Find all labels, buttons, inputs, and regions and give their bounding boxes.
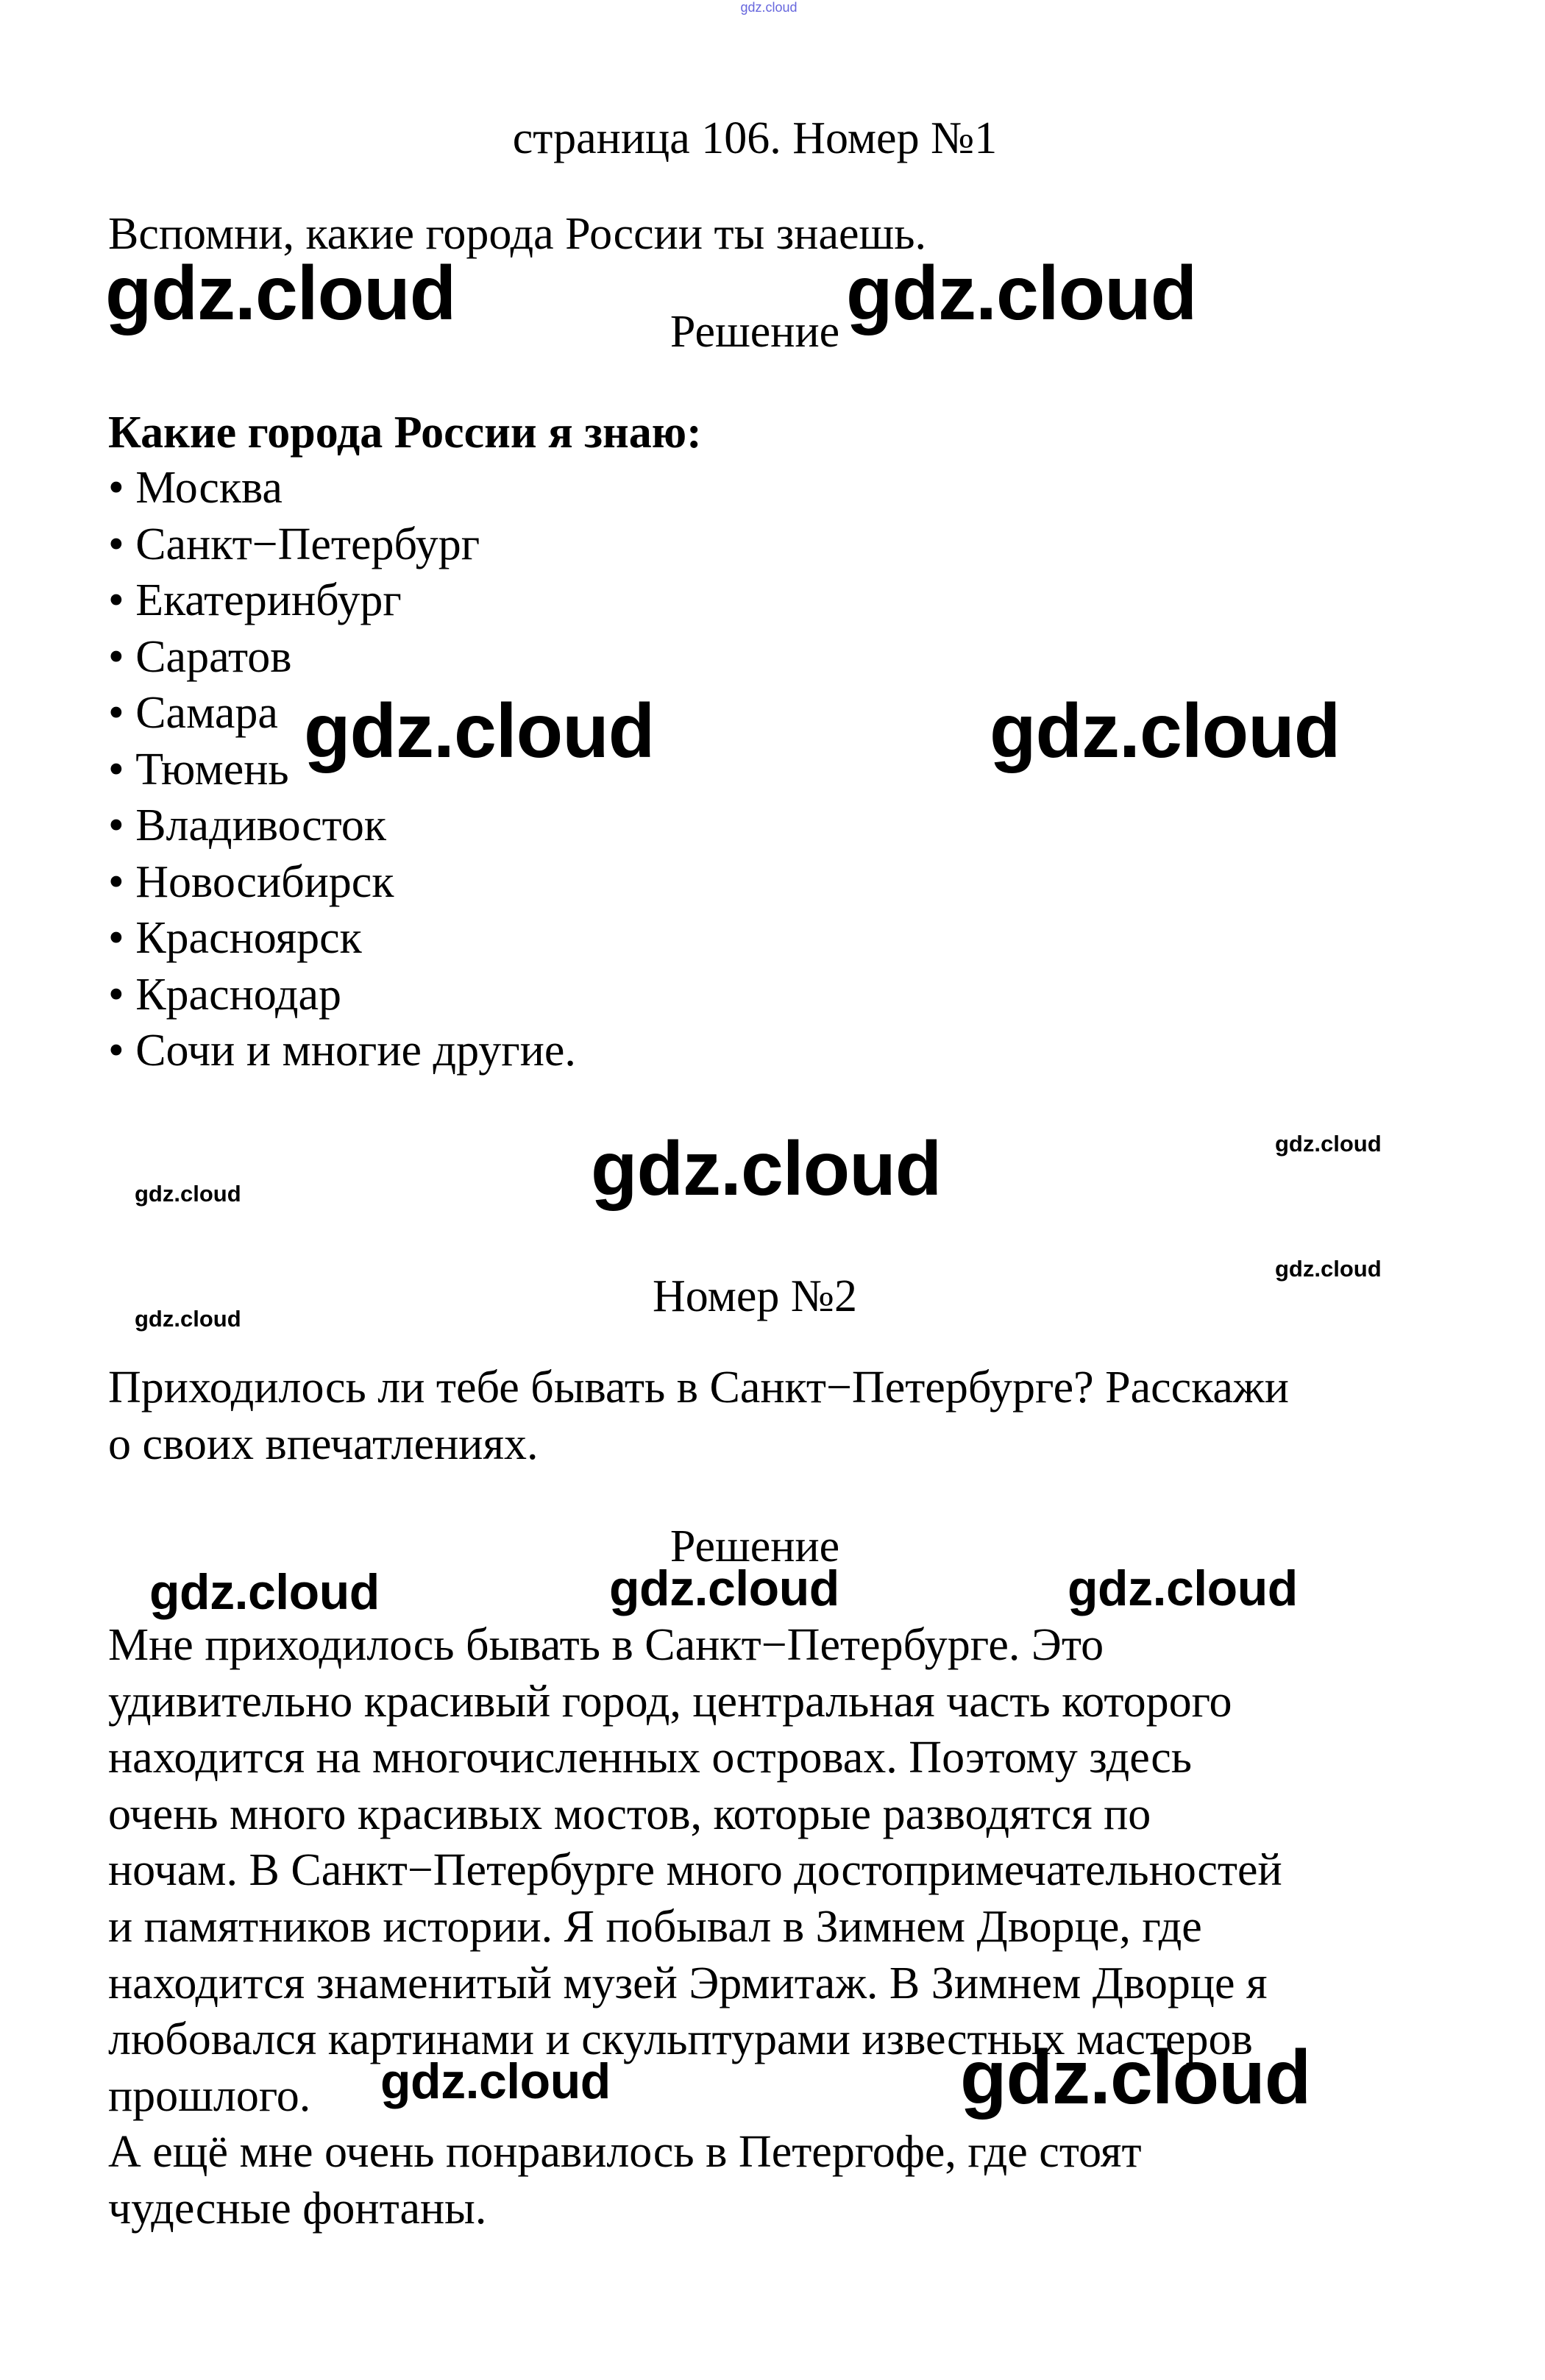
answer-line: и памятников истории. Я побывал в Зимнем Дворце, где — [108, 1901, 1202, 1952]
watermark: gdz.cloud — [846, 251, 1197, 336]
list-item: • Москва — [108, 463, 283, 513]
list-item: • Екатеринбург — [108, 575, 402, 625]
section1-answer-title: Какие города России я знаю: — [108, 408, 702, 458]
watermark: gdz.cloud — [591, 1126, 942, 1212]
answer-line: находится на многочисленных островах. Поэтому здесь — [108, 1733, 1193, 1783]
watermark: gdz.cloud — [105, 251, 456, 336]
list-item: • Тюмень — [108, 744, 289, 795]
list-item: • Саратов — [108, 631, 292, 682]
watermark: gdz.cloud — [1068, 1560, 1298, 1616]
watermark: gdz.cloud — [304, 689, 655, 774]
watermark: gdz.cloud — [380, 2053, 611, 2109]
answer-line: прошлого. — [108, 2070, 311, 2121]
section2-answer — [108, 1617, 1282, 2237]
watermark: gdz.cloud — [135, 1181, 241, 1207]
top-watermark: gdz.cloud — [740, 0, 798, 15]
section1-header: страница 106. Номер №1 — [512, 113, 998, 163]
section1-solution-label: Решение — [670, 307, 840, 357]
list-item: • Сочи и многие другие. — [108, 1026, 576, 1076]
answer-line: любовался картинами и скульптурами известных мастеров — [108, 2014, 1253, 2065]
answer-line: Мне приходилось бывать в Санкт−Петербурге. Это — [108, 1620, 1104, 1670]
answer-line: А ещё мне очень понравилось в Петергофе, где стоят — [108, 2127, 1142, 2178]
section2-question — [108, 1360, 1289, 1472]
answer-line: чудесные фонтаны. — [108, 2183, 487, 2234]
question-line: о своих впечатлениях. — [108, 1418, 539, 1469]
list-item: • Владивосток — [108, 800, 387, 850]
watermark: gdz.cloud — [960, 2035, 1311, 2120]
watermark: gdz.cloud — [1275, 1131, 1382, 1157]
list-item: • Самара — [108, 688, 278, 738]
list-item: • Санкт−Петербург — [108, 519, 480, 569]
answer-line: находится знаменитый музей Эрмитаж. В Зимнем Дворце я — [108, 1958, 1268, 2008]
watermark: gdz.cloud — [609, 1560, 839, 1616]
list-item: • Новосибирск — [108, 856, 394, 907]
list-item: • Красноярск — [108, 913, 362, 963]
section1-question: Вспомни, какие города России ты знаешь. — [108, 209, 927, 259]
watermark: gdz.cloud — [149, 1564, 380, 1620]
answer-line: очень много красивых мостов, которые разводятся по — [108, 1788, 1151, 1839]
watermark: gdz.cloud — [990, 689, 1340, 774]
watermark: gdz.cloud — [135, 1306, 241, 1332]
list-item: • Краснодар — [108, 969, 342, 1020]
watermark: gdz.cloud — [1275, 1256, 1382, 1282]
answer-line: удивительно красивый город, центральная часть которого — [108, 1676, 1232, 1727]
section2-solution-label: Решение — [670, 1521, 840, 1571]
question-line: Приходилось ли тебе бывать в Санкт−Петербурге? Расскажи — [108, 1363, 1289, 1413]
answer-line: ночам. В Санкт−Петербурге много достопримечательностей — [108, 1845, 1282, 1896]
section2-header: Номер №2 — [652, 1271, 858, 1321]
